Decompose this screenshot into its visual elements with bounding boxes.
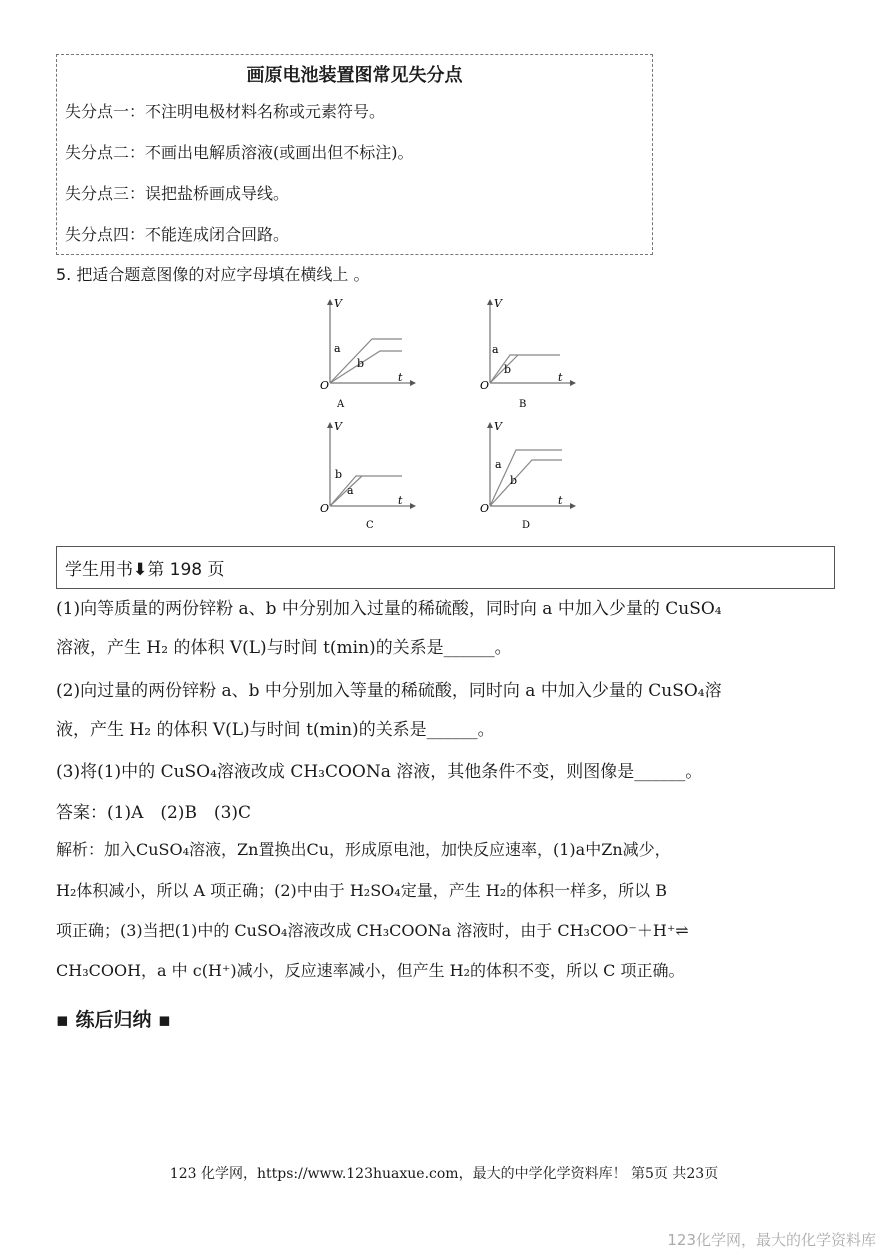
book-reference-box: [56, 546, 835, 589]
graph-d-y-label: V: [494, 420, 502, 433]
graph-d-label: D: [522, 520, 531, 531]
graph-a-label: A: [337, 399, 345, 410]
graph-a-curve-lower: b: [357, 357, 365, 370]
graph-b-origin: O: [480, 379, 490, 392]
analysis-line-1: 解析：加入CuSO₄溶液，Zn置换出Cu，形成原电池，加快反应速率，(1)a中Zn减少，: [56, 840, 671, 859]
tip-point-1: 失分点一：不注明电极材料名称或元素符号。: [65, 102, 386, 121]
graph-c: [310, 420, 420, 540]
graph-b-y-label: V: [494, 297, 502, 310]
down-arrow-icon: ⬇: [133, 560, 148, 580]
graph-b-x-label: t: [558, 371, 563, 384]
graph-a-y-label: V: [334, 297, 342, 310]
graph-a: [310, 297, 420, 417]
question-1-line-2: 溶液，产生 H₂ 的体积 V(L)与时间 t(min)的关系是______。: [56, 638, 512, 658]
tip-point-3: 失分点三：误把盐桥画成导线。: [65, 184, 290, 203]
book-prefix: 学生用书: [65, 560, 133, 580]
analysis-line-2: H₂体积减小，所以 A 项正确；(2)中由于 H₂SO₄定量，产生 H₂的体积一样多，所以 B: [56, 881, 668, 900]
question-5: 5. 把适合题意图像的对应字母填在横线上 。: [56, 265, 370, 284]
page-footer: 123 化学网，https://www.123huaxue.com，最大的中学化学资料库！ 第5页 共23页: [169, 1166, 719, 1182]
graph-d-curve-upper: a: [495, 458, 502, 471]
answer: 答案：(1)A (2)B (3)C: [56, 803, 252, 823]
graph-c-y-label: V: [334, 420, 342, 433]
graph-d-x-label: t: [558, 494, 563, 507]
analysis-line-3: 项正确；(3)当把(1)中的 CuSO₄溶液改成 CH₃COONa 溶液时，由于 CH₃COO⁻＋H⁺⇌: [56, 921, 689, 940]
summary-heading: ▪ 练后归纳 ▪: [56, 1009, 171, 1031]
tip-box-title: 画原电池装置图常见失分点: [246, 65, 463, 86]
watermark: 123化学网，最大的化学资料库: [667, 1231, 876, 1249]
graph-c-curve-upper: b: [335, 468, 343, 481]
graph-b-curve-lower: b: [504, 363, 512, 376]
graph-b-curve-upper: a: [492, 343, 499, 356]
graph-d: [470, 420, 580, 540]
tip-point-4: 失分点四：不能连成闭合回路。: [65, 225, 290, 244]
graph-a-x-label: t: [398, 371, 403, 384]
graph-d-origin: O: [480, 502, 490, 515]
graph-d-curve-lower: b: [510, 474, 518, 487]
graph-a-curve-upper: a: [334, 342, 341, 355]
question-3: (3)将(1)中的 CuSO₄溶液改成 CH₃COONa 溶液，其他条件不变，则图像是______。: [56, 762, 703, 782]
graph-c-x-label: t: [398, 494, 403, 507]
graph-c-origin: O: [320, 502, 330, 515]
tip-box: [56, 54, 653, 255]
graph-c-label: C: [366, 520, 374, 531]
question-2-line-2: 液，产生 H₂ 的体积 V(L)与时间 t(min)的关系是______。: [56, 720, 495, 740]
graph-a-origin: O: [320, 379, 330, 392]
graph-b-label: B: [519, 399, 527, 410]
tip-point-2: 失分点二：不画出电解质溶液(或画出但不标注)。: [65, 143, 414, 162]
graph-b: [470, 297, 580, 417]
book-reference: [65, 555, 225, 580]
book-page: 第 198 页: [147, 560, 225, 580]
graph-c-curve-lower: a: [347, 484, 354, 497]
analysis-line-4: CH₃COOH，a 中 c(H⁺)减小，反应速率减小，但产生 H₂的体积不变，所以 C 项正确。: [56, 961, 685, 980]
question-1-line-1: (1)向等质量的两份锌粉 a、b 中分别加入过量的稀硫酸，同时向 a 中加入少量的 CuSO₄: [56, 599, 722, 619]
question-2-line-1: (2)向过量的两份锌粉 a、b 中分别加入等量的稀硫酸，同时向 a 中加入少量的 CuSO₄溶: [56, 681, 722, 701]
